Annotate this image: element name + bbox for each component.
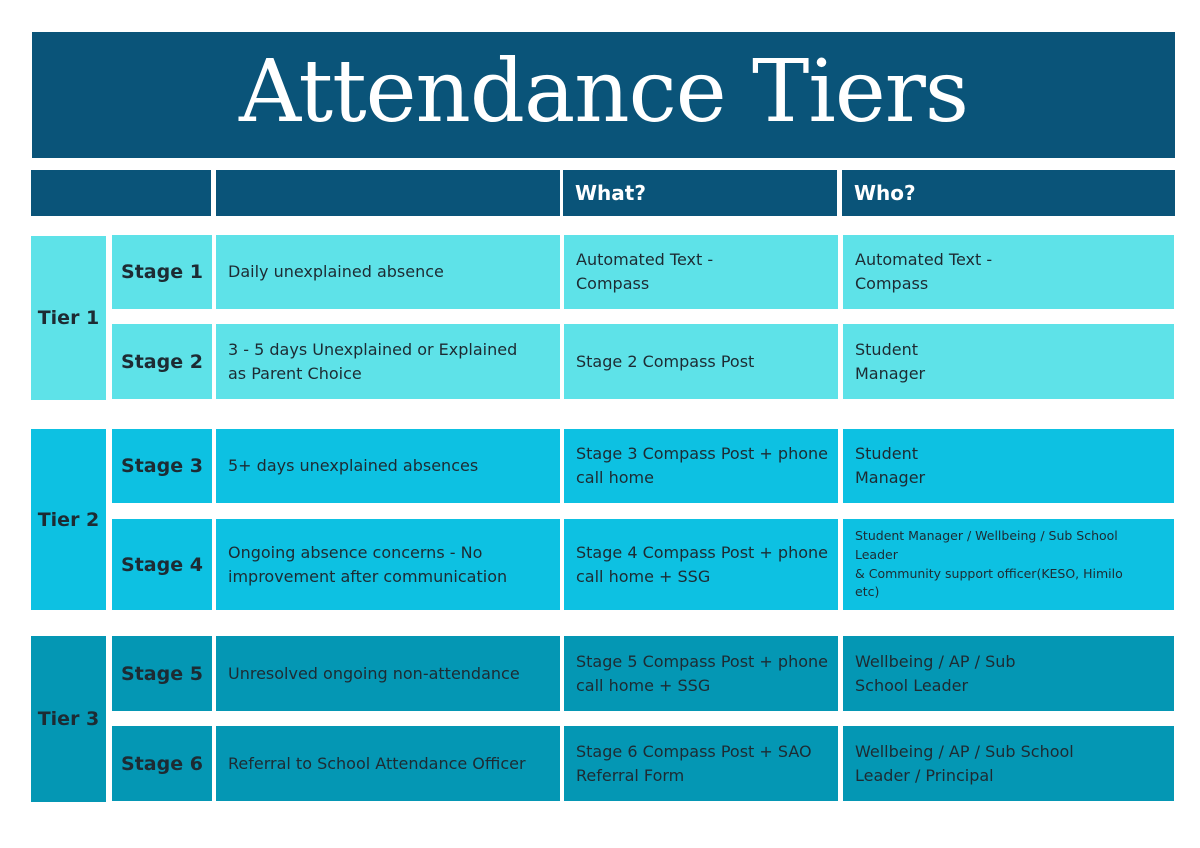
stage-description-cell xyxy=(216,519,560,610)
stage-label: Stage 1 xyxy=(121,261,203,283)
stage-description: 5+ days unexplained absences xyxy=(228,456,479,475)
stage-description-cell xyxy=(216,235,560,309)
stage-label: Stage 6 xyxy=(121,752,203,775)
stage-who-cell xyxy=(843,429,1174,503)
stage-description: Daily unexplained absence xyxy=(228,262,444,281)
stage-description: Referral to School Attendance Officer xyxy=(228,753,526,773)
stage-what-cell xyxy=(564,429,838,503)
stage-description-cell xyxy=(216,726,560,801)
tier-label: Tier 3 xyxy=(37,708,100,730)
stage-who-cell xyxy=(843,726,1174,801)
header-description-column xyxy=(216,170,560,216)
stage-what: Stage 3 Compass Post + phone call home xyxy=(576,444,828,487)
header-tier-column xyxy=(31,170,211,216)
stage-cell xyxy=(112,636,212,711)
tier-label: Tier 2 xyxy=(37,508,100,531)
page-title: Attendance Tiers xyxy=(238,42,969,142)
header-who-column xyxy=(842,170,1175,216)
stage-description: Unresolved ongoing non-attendance xyxy=(228,663,520,683)
tier-cell xyxy=(31,236,106,400)
title-banner xyxy=(32,32,1175,158)
tier-cell xyxy=(31,636,106,802)
stage-what-cell xyxy=(564,519,838,610)
stage-what: Automated Text - Compass xyxy=(576,250,714,293)
stage-cell xyxy=(112,429,212,503)
stage-who: Wellbeing / AP / Sub School Leader xyxy=(855,651,1016,695)
stage-what-cell xyxy=(564,235,838,309)
stage-description: Ongoing absence concerns - No improvement after communication xyxy=(228,542,508,586)
tier-label: Tier 1 xyxy=(37,307,100,329)
stage-label: Stage 4 xyxy=(121,553,203,576)
stage-what: Stage 5 Compass Post + phone call home + SSG xyxy=(576,651,828,695)
stage-what: Stage 4 Compass Post + phone call home + SSG xyxy=(576,542,828,586)
stage-label: Stage 3 xyxy=(121,455,203,477)
stage-who: Automated Text - Compass xyxy=(855,250,993,293)
stage-what-cell xyxy=(564,726,838,801)
stage-who-cell xyxy=(843,235,1174,309)
stage-label: Stage 2 xyxy=(121,350,203,373)
stage-cell xyxy=(112,324,212,399)
tier-cell xyxy=(31,429,106,610)
header-what-label: What? xyxy=(575,181,646,205)
stage-what: Stage 2 Compass Post xyxy=(576,351,755,371)
stage-who-cell xyxy=(843,636,1174,711)
stage-who: Student Manager xyxy=(855,339,926,383)
stage-cell xyxy=(112,726,212,801)
stage-cell xyxy=(112,519,212,610)
stage-description: 3 - 5 days Unexplained or Explained as Parent Choice xyxy=(228,339,518,383)
stage-who: Student Manager xyxy=(855,444,926,487)
stage-what: Stage 6 Compass Post + SAO Referral Form xyxy=(576,741,812,785)
stage-who-cell xyxy=(843,324,1174,399)
stage-description-cell xyxy=(216,429,560,503)
stage-label: Stage 5 xyxy=(121,662,203,685)
stage-who: Student Manager / Wellbeing / Sub School Leader & Community support officer(KESO, Himilo etc) xyxy=(855,528,1123,600)
stage-who: Wellbeing / AP / Sub School Leader / Principal xyxy=(855,741,1074,785)
stage-who-cell xyxy=(843,519,1174,610)
stage-what-cell xyxy=(564,636,838,711)
stage-description-cell xyxy=(216,636,560,711)
header-who-label: Who? xyxy=(854,181,916,205)
header-what-column xyxy=(563,170,837,216)
stage-cell xyxy=(112,235,212,309)
stage-what-cell xyxy=(564,324,838,399)
stage-description-cell xyxy=(216,324,560,399)
